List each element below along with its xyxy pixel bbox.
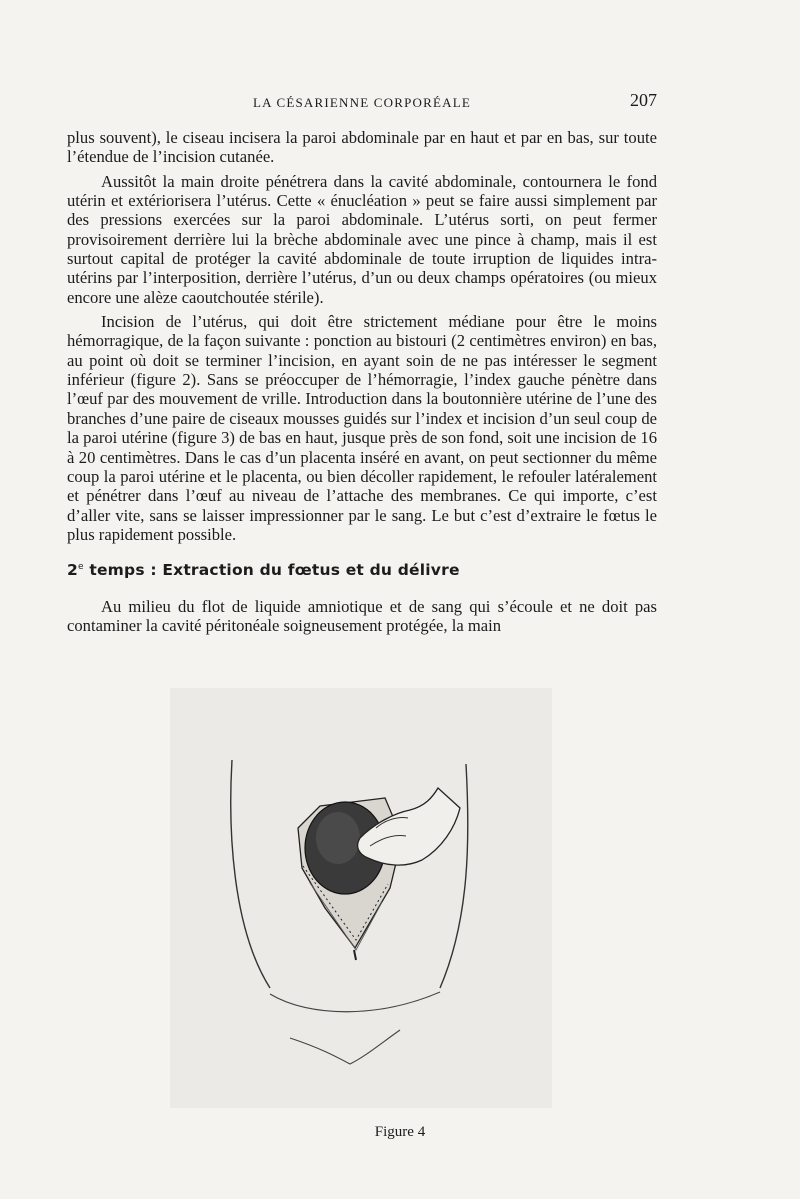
section-title: temps : Extraction du fœtus et du délivre xyxy=(83,561,460,580)
paragraph-incision: Incision de l’utérus, qui doit être strictement médiane pour être le moins hémorragique, de la façon suivante : ponction au bistouri (2 centimètres environ) en bas, au point où doit se terminer l’incision, en ayant soin de ne pas intéresser le segment inférieur (figure 2). Sans se préoccuper de l’hémorragie, l’index gauche pénètre dans l’œuf par des mouvement de vrille. Introduction dans la boutonnière utérine de l’une des branches d’une paire de ciseaux mousses guidés sur l’index et incision d’un seul coup de la paroi utérine (figure 3) de bas en haut, jusque près de son fond, soit une incision de 16 à 20 centimètres. Dans le cas d’un placenta inséré en avant, on peut sectionner du même coup la paroi utérine et le placenta, ou bien décoller rapidement, le refouler latéralement et pénétrer dans l’œuf au niveau de l’attache des membranes. Ce qui importe, c’est d’aller vite, sans se laisser impressionner par le sang. Le but c’est d’extraire le fœtus le plus rapidement possible. xyxy=(67,312,657,544)
paragraph-enucleation: Aussitôt la main droite pénétrera dans la cavité abdominale, contournera le fond utérin et extériorisera l’utérus. Cette « énucléation » peut se faire aussi simplement par des pressions exercées sur la paroi abdominale. L’utérus sorti, on peut fermer provisoirement derrière lui la brèche abdominale avec une pince à champ, mais il est surtout capital de protéger la cavité abdominale de toute irruption de liquides intra-utérins par l’interposition, derrière l’utérus, d’un ou deux champs opératoires (ou mieux encore une alèze caoutchoutée stérile). xyxy=(67,171,657,307)
section-heading xyxy=(67,558,657,581)
section-superscript: e xyxy=(78,562,84,573)
paragraph-continuation: plus souvent), le ciseau incisera la paroi abdominale par en haut et par en bas, sur toute l’étendue de l’incision cutanée. xyxy=(67,128,657,167)
surgical-drawing xyxy=(170,688,552,1108)
page-number: 207 xyxy=(630,90,657,110)
figure-caption: Figure 4 xyxy=(374,1124,426,1140)
body-text xyxy=(67,128,657,640)
section-number: 2 xyxy=(67,561,78,580)
running-header xyxy=(67,90,657,114)
figure-illustration xyxy=(170,688,552,1108)
paragraph-extraction: Au milieu du flot de liquide amniotique et de sang qui s’écoule et ne doit pas contaminer la cavité péritonéale soigneusement protégée, la main xyxy=(67,596,657,636)
fetal-head-shading xyxy=(316,812,360,864)
running-title: LA CÉSARIENNE CORPORÉALE xyxy=(252,95,472,110)
